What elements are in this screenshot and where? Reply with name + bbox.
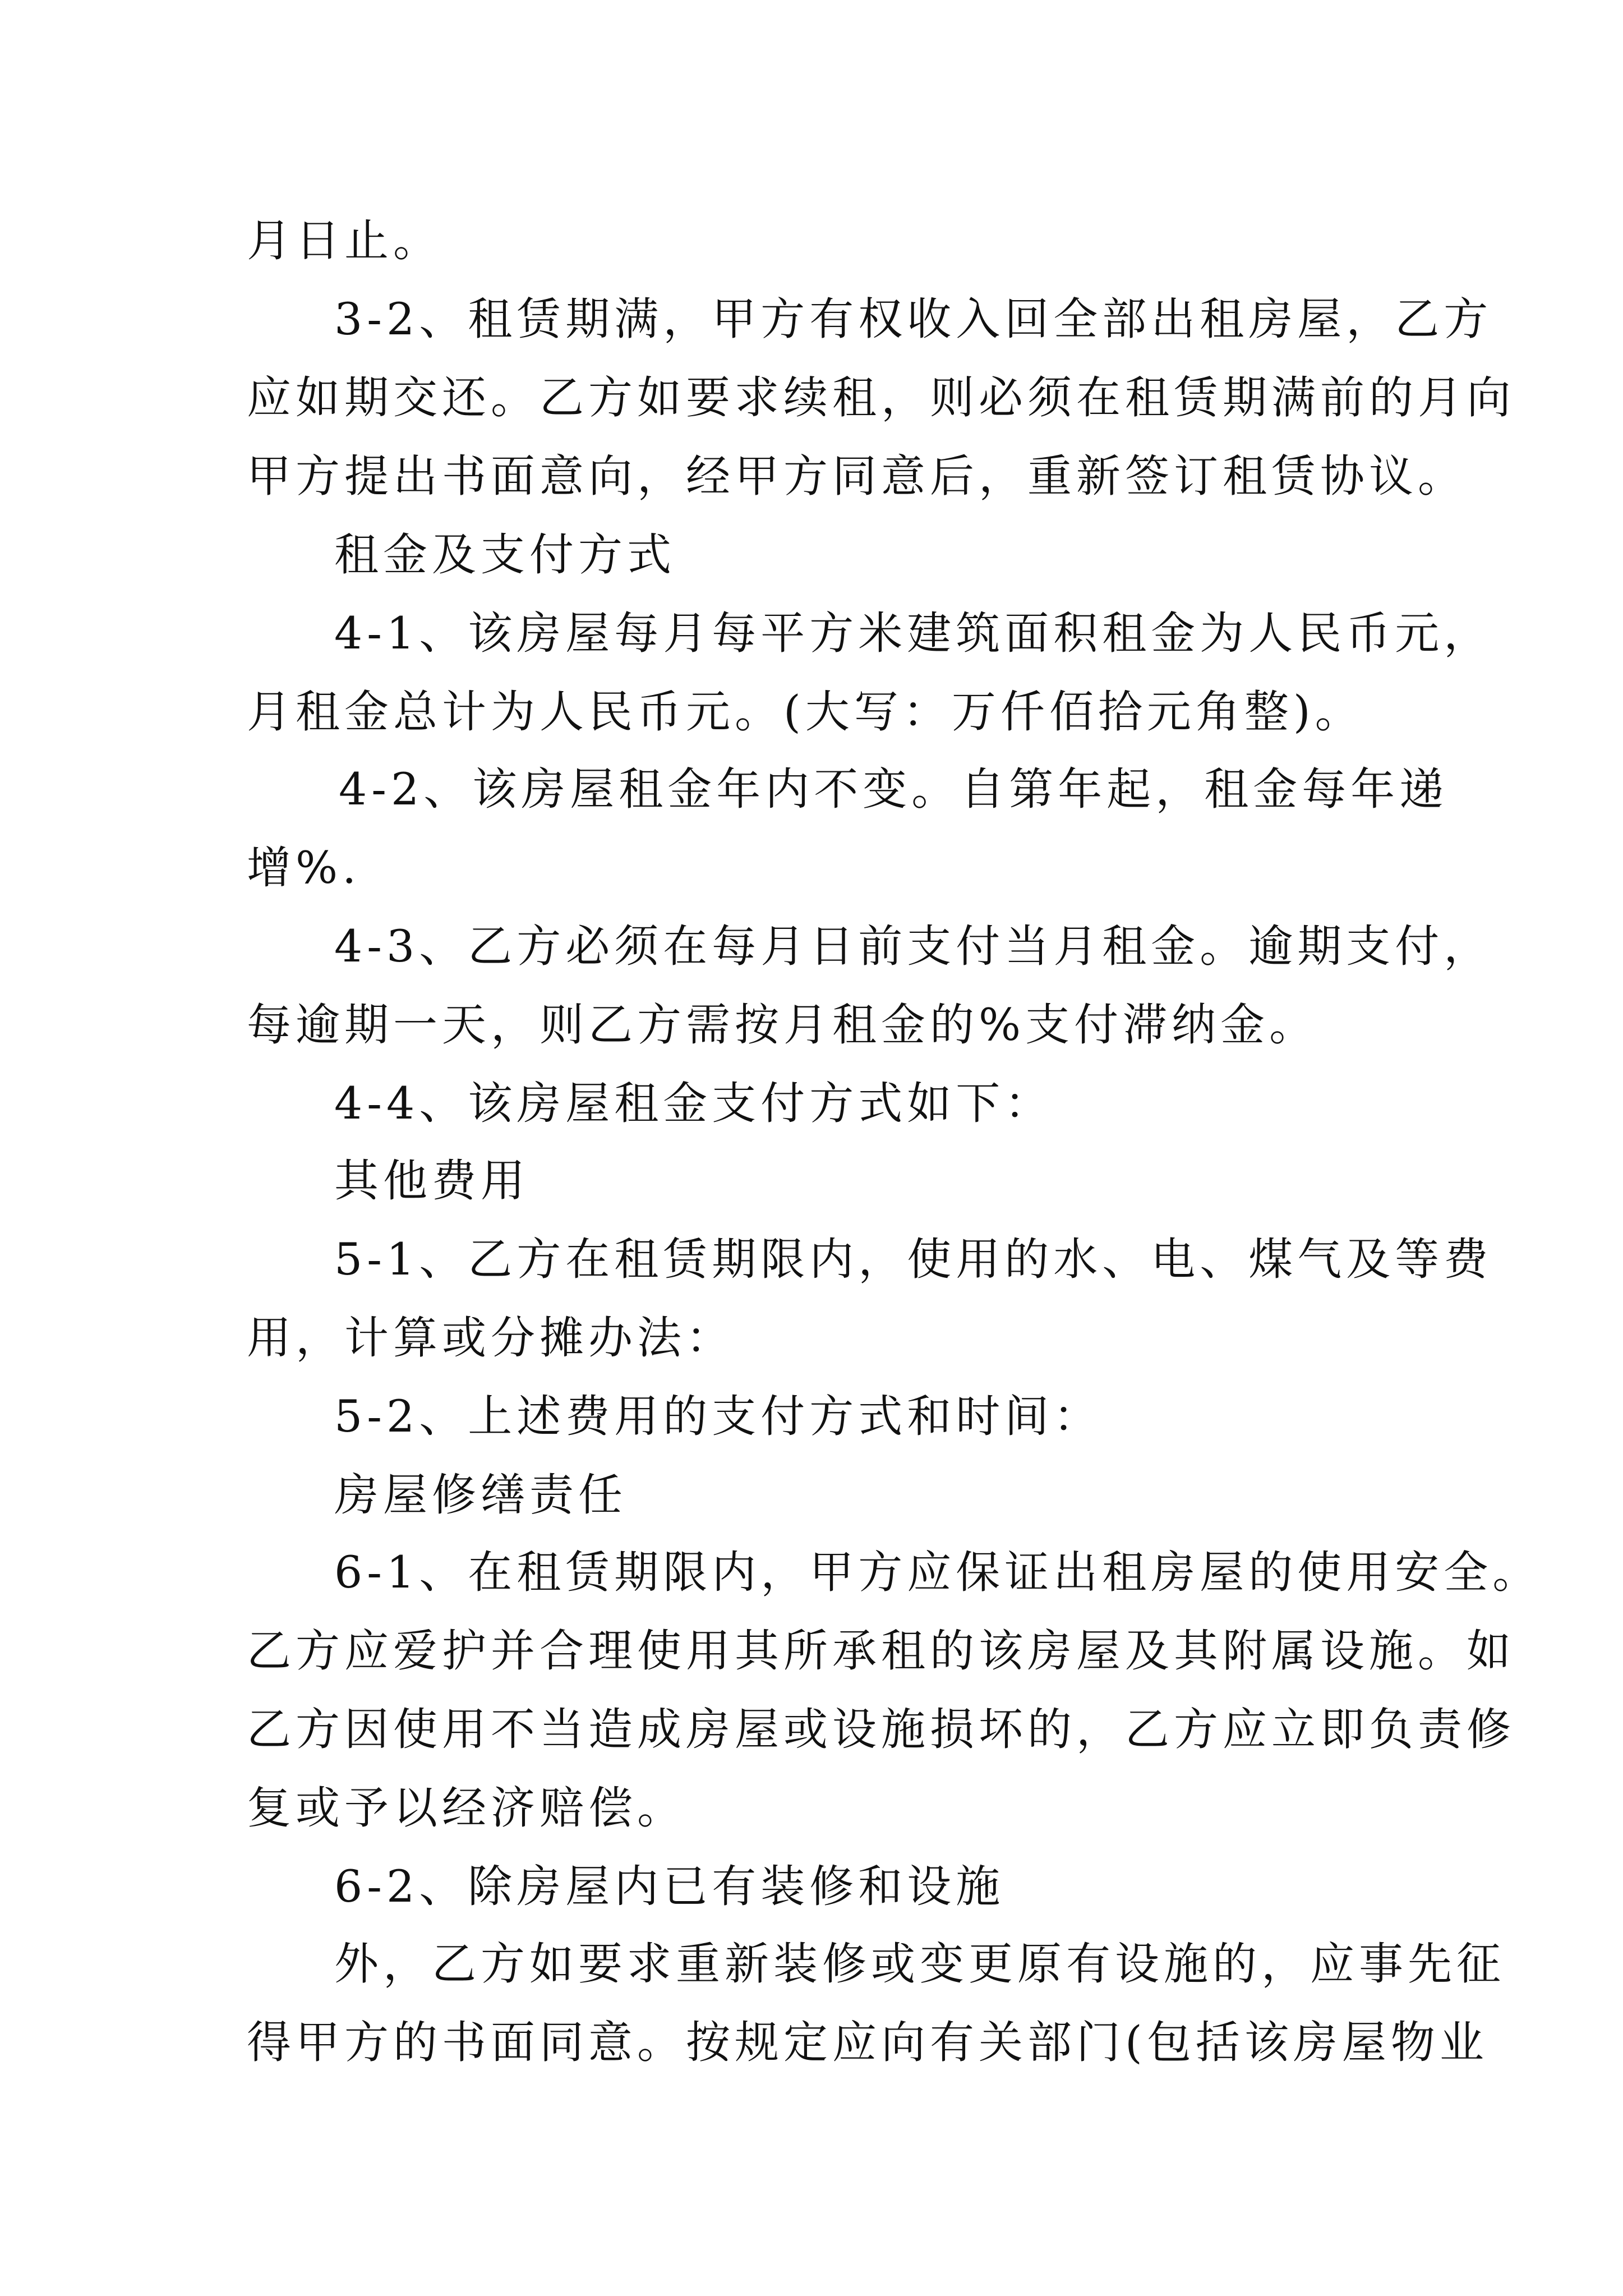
text-line: 4-2、该房屋租金年内不变。自第年起，租金每年递 [339,763,1449,815]
text-line: 4-1、该房屋每月每平方米建筑面积租金为人民币元， [334,608,1493,659]
text-line: 每逾期一天，则乙方需按月租金的%支付滞纳金。 [247,999,1318,1051]
text-line: 甲方提出书面意向，经甲方同意后，重新签订租赁协议。 [247,450,1467,502]
text-line: 6-1、在租赁期限内，甲方应保证出租房屋的使用安全。 [334,1547,1542,1598]
text-line: 6-2、除房屋内已有装修和设施 [334,1861,1005,1912]
text-line: 4-3、乙方必须在每月日前支付当月租金。逾期支付， [334,921,1493,972]
text-line: 月日止。 [247,215,442,266]
section-heading: 其他费用 [334,1155,529,1207]
text-line: 4-4、该房屋租金支付方式如下： [334,1078,1054,1129]
text-line: 用，计算或分摊办法： [247,1312,735,1364]
text-line: 3-2、租赁期满，甲方有权收入回全部出租房屋，乙方 [334,293,1493,345]
section-heading: 租金及支付方式 [334,529,676,581]
text-line: 得甲方的书面同意。按规定应向有关部门(包括该房屋物业 [247,2017,1488,2068]
text-line: 增%. [247,842,361,894]
section-heading: 房屋修缮责任 [334,1469,627,1521]
text-line: 复或予以经济赔偿。 [247,1782,686,1834]
text-line: 应如期交还。乙方如要求续租，则必须在租赁期满前的月向 [247,372,1515,424]
text-line: 5-2、上述费用的支付方式和时间： [334,1391,1103,1442]
text-line: 5-1、乙方在租赁期限内，使用的水、电、煤气及等费 [334,1234,1493,1285]
text-line: 乙方因使用不当造成房屋或设施损坏的，乙方应立即负责修 [247,1704,1515,1755]
text-line: 外，乙方如要求重新装修或变更原有设施的，应事先征 [334,1938,1505,1990]
text-line: 乙方应爱护并合理使用其所承租的该房屋及其附属设施。如 [247,1625,1515,1677]
text-line: 月租金总计为人民币元。(大写：万仟佰拾元角整)。 [247,686,1364,738]
